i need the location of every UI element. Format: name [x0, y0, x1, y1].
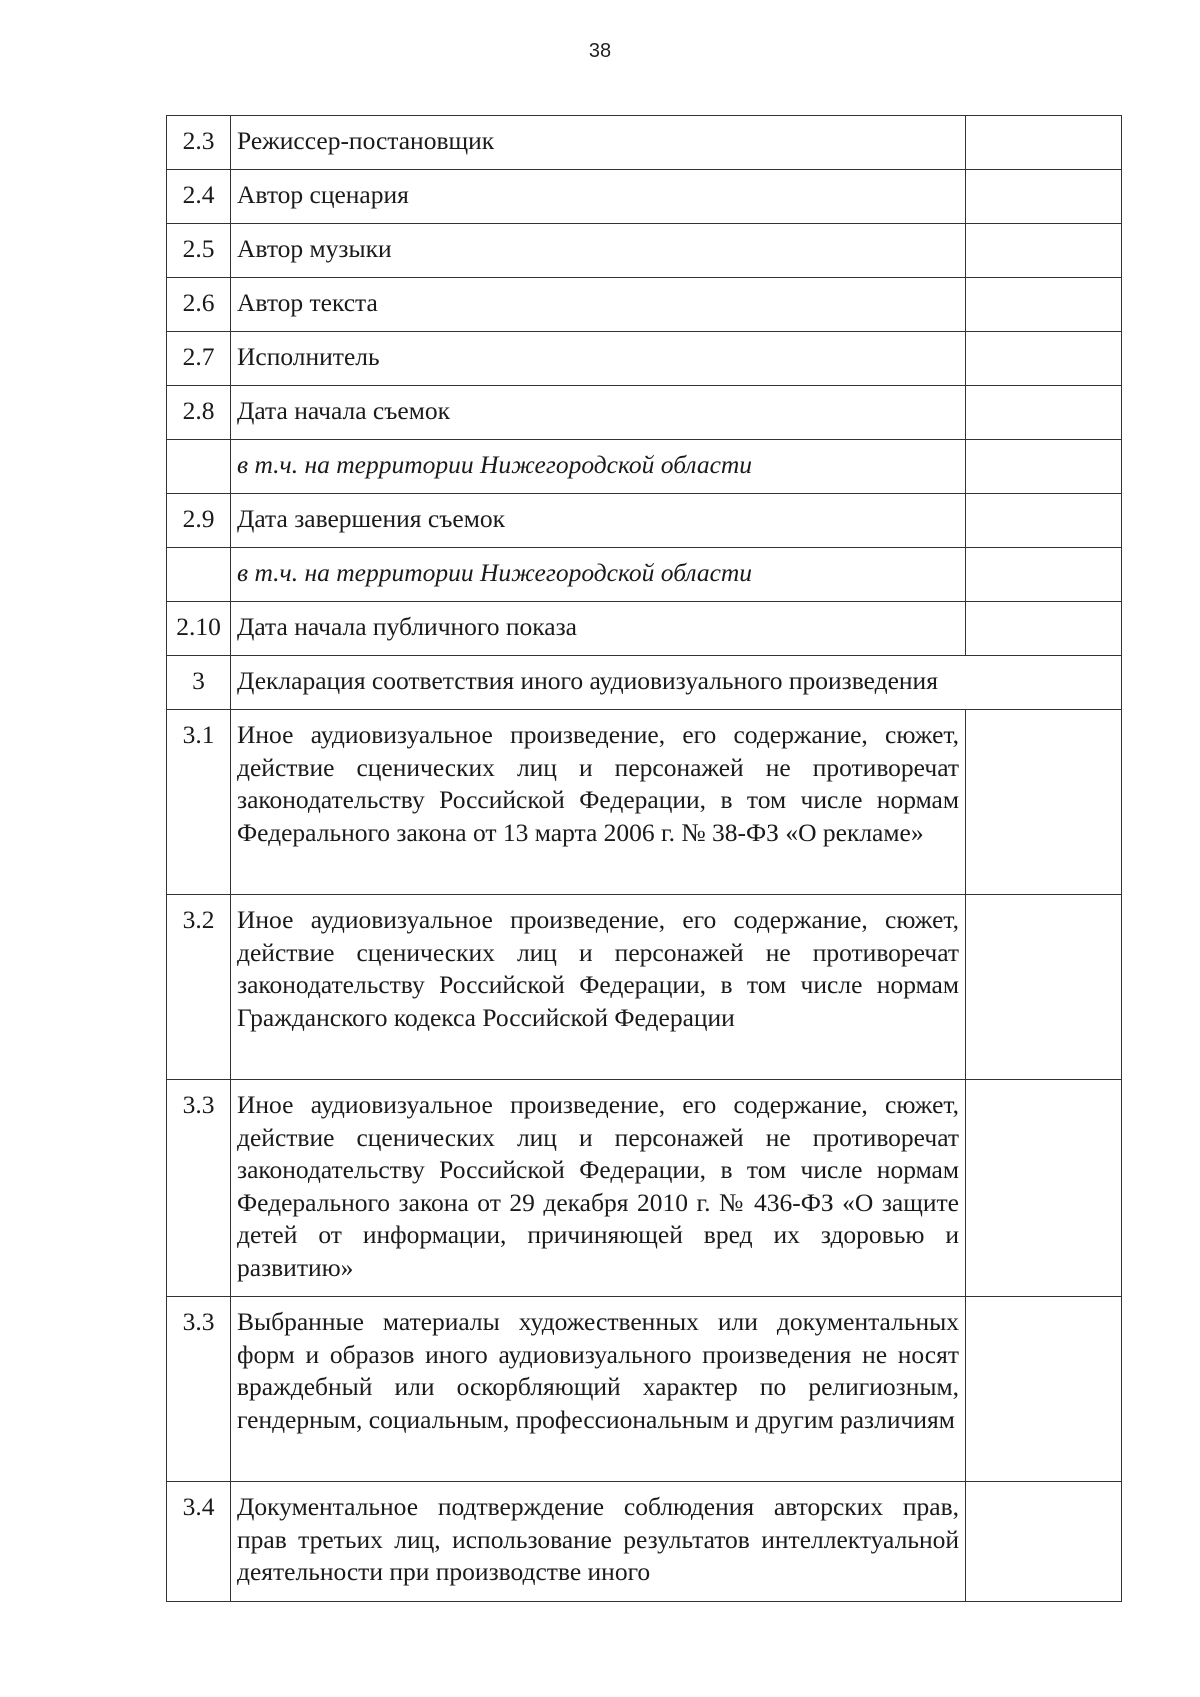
row-number	[167, 440, 231, 494]
table-row	[167, 224, 1122, 278]
row-number: 2.5	[167, 224, 231, 278]
row-number: 3.2	[167, 895, 231, 1080]
row-number: 2.10	[167, 602, 231, 656]
row-value-cell[interactable]	[966, 170, 1122, 224]
row-number: 3.3	[167, 1080, 231, 1297]
row-number: 3.4	[167, 1482, 231, 1602]
row-value-cell[interactable]	[966, 895, 1122, 1080]
row-number: 2.8	[167, 386, 231, 440]
row-text: Автор музыки	[231, 224, 966, 278]
row-text: Иное аудиовизуальное произведение, его содержание, сюжет, действие сценических лиц и персонажей не противоречат законодательству Российской Федерации, в том числе нормам Федерального закона от 29 декабря 2010 г. № 436-ФЗ «О защите детей от информации, причиняющей вред их здоровью и развитию»	[231, 1080, 966, 1297]
table-row	[167, 116, 1122, 170]
row-value-cell[interactable]	[966, 1482, 1122, 1602]
row-text: Выбранные материалы художественных или документальных форм и образов иного аудиовизуального произведения не носят враждебный или оскорбляющий характер по религиозным, гендерным, социальным, профессиональным и другим различиям	[231, 1297, 966, 1482]
row-value-cell[interactable]	[966, 116, 1122, 170]
table-row	[167, 278, 1122, 332]
table-row	[167, 170, 1122, 224]
row-number: 2.3	[167, 116, 231, 170]
row-text: Дата начала съемок	[231, 386, 966, 440]
row-text: Иное аудиовизуальное произведение, его содержание, сюжет, действие сценических лиц и персонажей не противоречат законодательству Российской Федерации, в том числе нормам Гражданского кодекса Российской Федерации	[231, 895, 966, 1080]
row-value-cell[interactable]	[966, 494, 1122, 548]
section-number: 3	[167, 656, 231, 710]
section-header-row	[167, 656, 1122, 710]
row-text: Документальное подтверждение соблюдения авторских прав, прав третьих лиц, использование результатов интеллектуальной деятельности при производстве иного	[231, 1482, 966, 1602]
row-text: Автор сценария	[231, 170, 966, 224]
row-value-cell[interactable]	[966, 440, 1122, 494]
row-number	[167, 548, 231, 602]
row-value-cell[interactable]	[966, 1080, 1122, 1297]
row-text: Исполнитель	[231, 332, 966, 386]
row-value-cell[interactable]	[966, 710, 1122, 895]
table-row	[167, 332, 1122, 386]
row-number: 3.1	[167, 710, 231, 895]
table-row	[167, 440, 1122, 494]
row-value-cell[interactable]	[966, 602, 1122, 656]
table-row	[167, 548, 1122, 602]
row-value-cell[interactable]	[966, 224, 1122, 278]
page-number: 38	[588, 40, 612, 62]
row-number: 2.7	[167, 332, 231, 386]
section-title: Декларация соответствия иного аудиовизуального произведения	[231, 656, 1122, 710]
row-value-cell[interactable]	[966, 548, 1122, 602]
declaration-table	[166, 115, 1122, 1602]
row-number: 2.4	[167, 170, 231, 224]
table-row	[167, 710, 1122, 895]
row-text: в т.ч. на территории Нижегородской области	[231, 548, 966, 602]
table-row	[167, 494, 1122, 548]
row-text: Режиссер-постановщик	[231, 116, 966, 170]
row-value-cell[interactable]	[966, 332, 1122, 386]
row-value-cell[interactable]	[966, 278, 1122, 332]
row-text: Дата завершения съемок	[231, 494, 966, 548]
table-row	[167, 1297, 1122, 1482]
row-number: 3.3	[167, 1297, 231, 1482]
row-text: Автор текста	[231, 278, 966, 332]
table-row	[167, 895, 1122, 1080]
row-text: в т.ч. на территории Нижегородской области	[231, 440, 966, 494]
table-row	[167, 1080, 1122, 1297]
table-row	[167, 1482, 1122, 1602]
row-value-cell[interactable]	[966, 386, 1122, 440]
row-number: 2.6	[167, 278, 231, 332]
row-value-cell[interactable]	[966, 1297, 1122, 1482]
table-row	[167, 386, 1122, 440]
row-text: Иное аудиовизуальное произведение, его содержание, сюжет, действие сценических лиц и персонажей не противоречат законодательству Российской Федерации, в том числе нормам Федерального закона от 13 марта 2006 г. № 38-ФЗ «О рекламе»	[231, 710, 966, 895]
table-row	[167, 602, 1122, 656]
row-text: Дата начала публичного показа	[231, 602, 966, 656]
row-number: 2.9	[167, 494, 231, 548]
